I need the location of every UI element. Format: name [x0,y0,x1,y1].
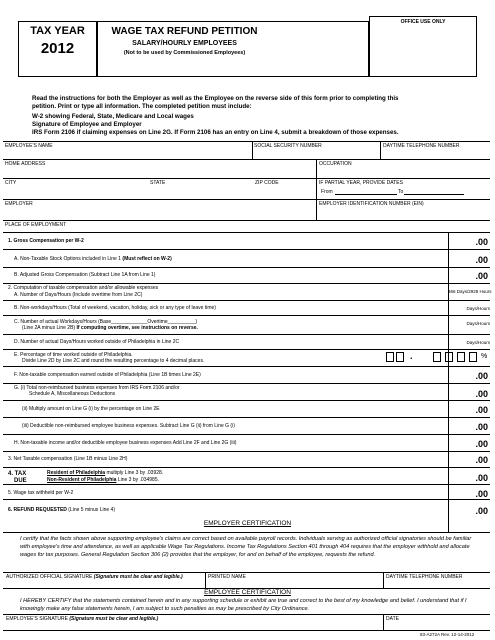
employer-cert-text: I certify that the facts shown above supporting employee's claims are correct based on available payroll records. Individuals serving as authorized official signatories should be familiar with employee's time and attendance, as well as applicable Wage Tax Regulations. Income Tax Regulations Section 401 through 404 requires that the employer withhold and allocate wages for tax purposes. General Regulation Section 306 (2) provides that the employer, for and on behalf of the employee, requests the refund. [20,536,472,558]
line-2g-i-amount[interactable]: .00 [475,389,488,399]
from-date-field[interactable]: From [321,189,333,195]
employee-cert-text: I HEREBY CERTIFY that the statements contained herein and in any supporting schedule or exhibit are true and correct to the best of my knowledge and belief. I understand that if I knowingly make any false statements herein, I am subject to such penalties as may be prescribed by City Ordinance. [20,598,467,612]
tax-year-label: TAX YEAR [30,25,85,37]
daytime-phone-field[interactable]: DAYTIME TELEPHONE NUMBER [383,143,460,149]
line-1b-amount[interactable]: .00 [475,271,488,281]
form-revision: 83-A272A Rev. 12-14-2012 [420,632,475,637]
line-2e-label-1: E. Percentage of time worked outside of Philadelphia. [14,352,133,358]
line-6-label: 6. REFUND REQUESTED (Line 5 minus Line 4) [8,507,115,513]
line-4-nonresident-rate: Non-Resident of Philadelphia Line 3 by .034985. [47,477,159,483]
line-2h-label: H. Non-taxable income and/or deductible employee business expenses Add Line 2F and Line 2G (iii) [14,440,237,446]
home-address-field[interactable]: HOME ADDRESS [5,161,46,167]
ssn-field[interactable]: SOCIAL SECURITY NUMBER [254,143,322,149]
employer-phone-field[interactable]: DAYTIME TELEPHONE NUMBER [386,574,463,580]
line-1b-label: B. Adjusted Gross Compensation (Subtract Line 1A from Line 1) [14,272,156,278]
requirement-w2: W-2 showing Federal, State, Medicare and Local wages [32,113,194,120]
employee-signature-field[interactable]: EMPLOYEE'S SIGNATURE (Signature must be clear and legible.) [6,616,159,622]
form-subtitle: SALARY/HOURLY EMPLOYEES [132,40,237,47]
line-2f-label: F. Non-taxable compensation earned outside of Philadelphia (Line 1B times Line 2E) [14,372,201,378]
line-2f-amount[interactable]: .00 [475,371,488,381]
line-2b-unit: Days/Hours [466,306,490,311]
employee-cert-heading: EMPLOYEE CERTIFICATION [204,589,291,596]
line-5-label: 5. Wage tax withheld per W-2 [8,490,74,496]
line-2d-unit: Days/Hours [466,340,490,345]
form-note: (Not to be used by Commissioned Employees) [123,50,246,56]
line-2c-label-2: (Line 2A minus Line 2B) If computing overtime, see instructions on reverse. [22,325,198,331]
employer-cert-heading: EMPLOYER CERTIFICATION [203,520,292,527]
percent-digit-5[interactable] [457,352,465,362]
employer-signature-field[interactable]: AUTHORIZED OFFICIAL SIGNATURE (Signature must be clear and legible.) [6,574,183,580]
place-of-employment-field[interactable]: PLACE OF EMPLOYMENT [5,222,67,228]
employer-field[interactable]: EMPLOYER [5,201,33,207]
line-5-amount[interactable]: .00 [475,489,488,499]
line-1-label: 1. Gross Compensation per W-2 [8,238,84,244]
partial-year-label: IF PARTIAL YEAR, PROVIDE DATES [319,180,403,186]
line-1-amount[interactable]: .00 [475,237,488,247]
percent-digit-2[interactable] [396,352,404,362]
line-2g-i-label-2: Schedule A, Miscellaneous Deductions [29,391,116,397]
line-2c-unit: Days/Hours [466,321,490,326]
percent-digit-3[interactable] [433,352,441,362]
line-2g-ii-label: (ii) Multiply amount on Line G (i) by the percentage on Line 2E [22,406,160,412]
percent-decimal-point: . [410,351,413,361]
line-2g-ii-amount[interactable]: .00 [475,405,488,415]
city-field[interactable]: CITY [5,180,17,186]
form-title: WAGE TAX REFUND PETITION [111,26,258,37]
ein-field[interactable]: EMPLOYER IDENTIFICATION NUMBER (EIN) [319,201,424,207]
line-2g-i-label-1: G. (i) Total non-reimbursed business expenses from IRS Form 2106 and/or [14,385,180,391]
employee-name-field[interactable]: EMPLOYEE'S NAME [5,143,53,149]
office-use-box [369,16,477,77]
line-4-resident-rate: Resident of Philadelphia multiply Line 3 by .03928. [47,470,164,476]
line-4-label-due: DUE [14,478,27,484]
state-field[interactable]: STATE [150,180,166,186]
date-field[interactable]: DATE [386,616,399,622]
line-1a-amount[interactable]: .00 [475,255,488,265]
line-2g-iii-label: (iii) Deductible non-reimbursed employee business expenses. Subtract Line G (ii) from Line G (i) [22,423,235,429]
occupation-field[interactable]: OCCUPATION [319,161,352,167]
line-4-amount[interactable]: .00 [475,473,488,483]
printed-name-field[interactable]: PRINTED NAME [208,574,246,580]
line-2a-label: A. Number of Days/Hours (Include overtime from Line 2C) [14,292,143,298]
zip-field[interactable]: ZIP CODE [255,180,279,186]
requirement-signatures: Signature of Employee and Employer [32,121,142,128]
percent-digit-1[interactable] [386,352,394,362]
instructions-intro-1: Read the instructions for both the Employer as well as the Employee on the reverse side of this form prior to completing this [32,95,399,102]
line-2d-label: D. Number of actual Days/Hours worked outside of Philadelphia in Line 2C [14,339,180,345]
line-2g-iii-amount[interactable]: .00 [475,422,488,432]
line-2a-unit: 366 Days/2928 Hours [448,289,492,294]
tax-year-value: 2012 [40,40,75,57]
percent-digit-6[interactable] [469,352,477,362]
line-1a-label: A. Non-Taxable Stock Options included in Line 1 (Must reflect on W-2) [14,256,172,262]
line-3-label: 3. Net Taxable compensation (Line 1B minus Line 2H) [8,456,128,462]
to-date-field[interactable]: To [398,189,404,195]
line-2b-label: B. Non-workdays/Hours (Total of weekend, vacation, holiday, sick or any type of leave time) [14,305,216,311]
line-2c-label-1: C. Number of actual Workdays/Hours (Base_____________Overtime__________) [14,319,198,325]
office-use-label: OFFICE USE ONLY [400,19,446,25]
requirement-form-2106: IRS Form 2106 if claiming expenses on Line 2G. If Form 2106 has an entry on Line 4, submit a breakdown of those expenses. [32,129,399,136]
line-2-label: 2. Computation of taxable compensation and/or allowable expenses [8,285,159,291]
line-6-amount[interactable]: .00 [475,506,488,516]
line-2h-amount[interactable]: .00 [475,439,488,449]
percent-digit-4[interactable] [445,352,453,362]
line-4-label: 4. TAX [8,471,27,477]
percent-sign: % [481,353,488,360]
instructions-intro-2: petition. Print or type all information. The completed petition must include: [32,103,252,110]
line-3-amount[interactable]: .00 [475,455,488,465]
line-2e-label-2: Divide Line 2D by Line 2C and round the resulting percentage to 4 decimal places. [22,358,205,364]
